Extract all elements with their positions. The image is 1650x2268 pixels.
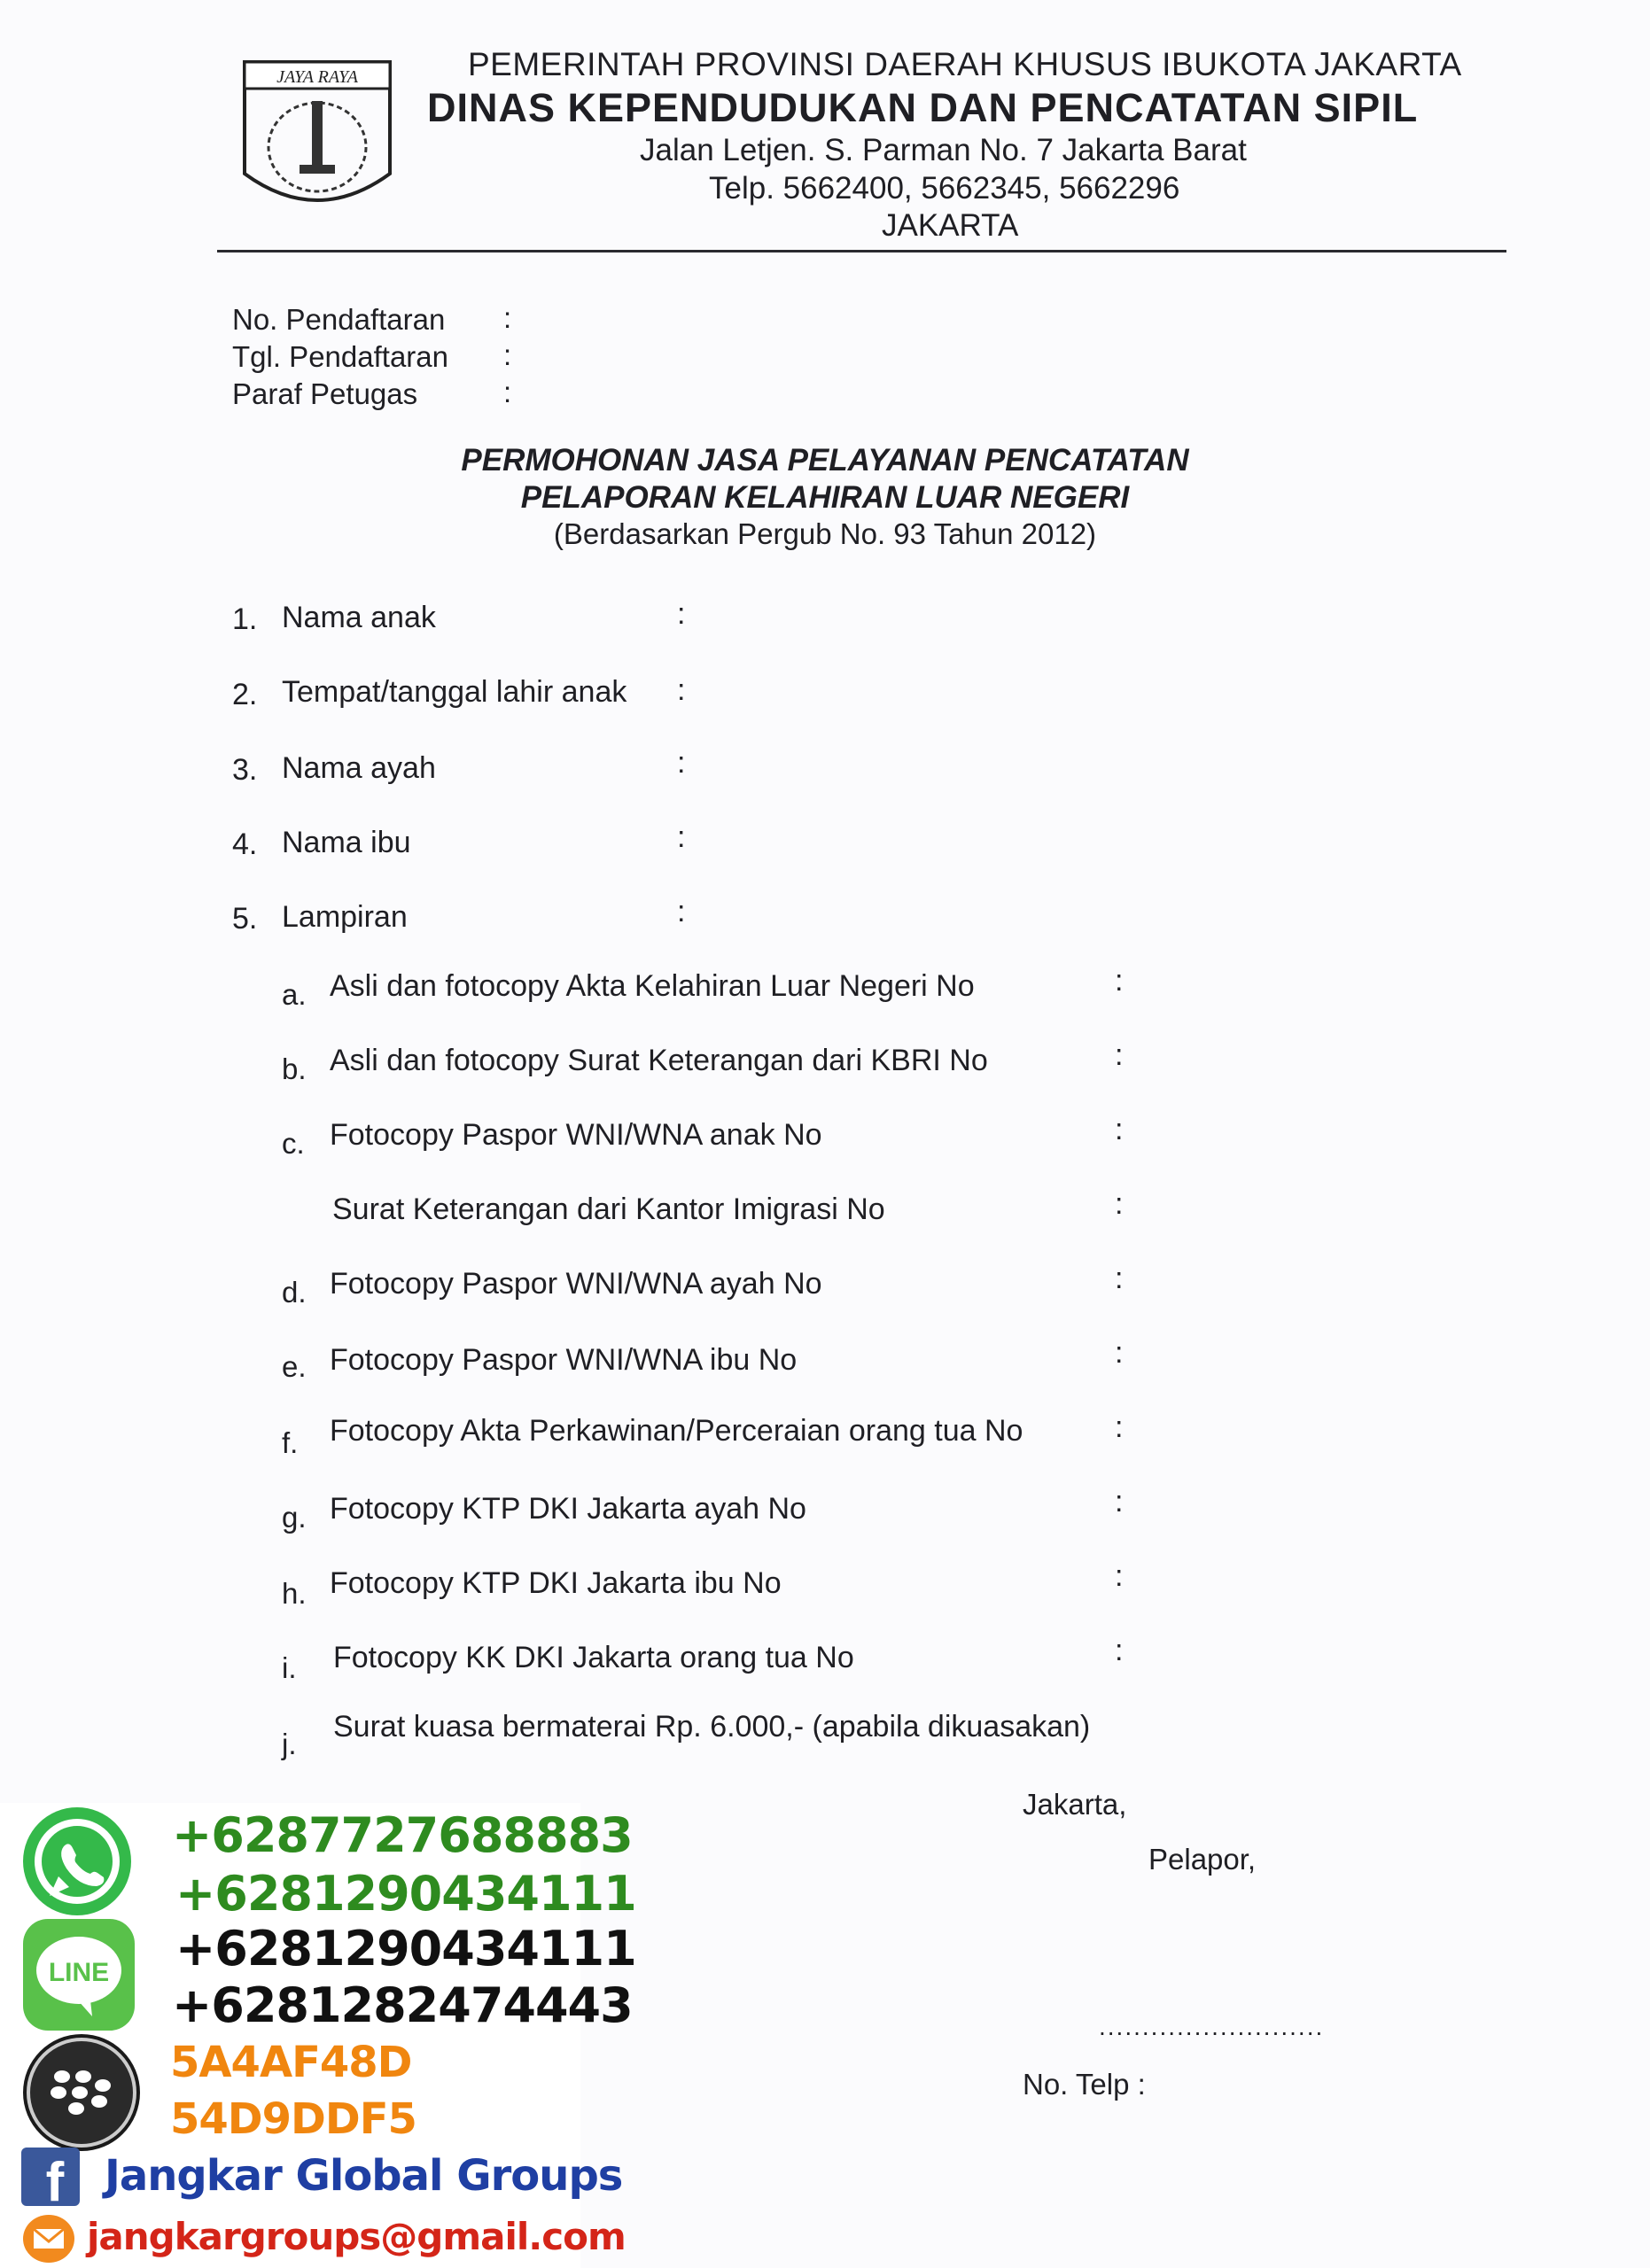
item-child-name-label: Nama anak (282, 601, 436, 634)
item-number: 5. (232, 902, 258, 936)
attachment-letter: i. (282, 1651, 297, 1684)
attachment-family-card-label: Fotocopy KK DKI Jakarta orang tua No (333, 1641, 854, 1674)
attachment-letter: a. (282, 978, 307, 1011)
attachment-power-of-attorney-label: Surat kuasa bermaterai Rp. 6.000,- (apabila dikuasakan) (333, 1710, 1091, 1744)
officer-initial-colon: : (503, 376, 512, 408)
attachment-mother-ktp-label: Fotocopy KTP DKI Jakarta ibu No (330, 1566, 782, 1600)
line-number-1[interactable]: +6281290434111 (175, 1921, 636, 1977)
item-number: 1. (232, 602, 258, 636)
attachment-colon: : (1115, 1113, 1124, 1146)
item-colon: : (677, 820, 686, 854)
attachment-letter: h. (282, 1577, 307, 1610)
header-agency: DINAS KEPENDUDUKAN DAN PENCATATAN SIPIL (427, 85, 1419, 130)
attachment-colon: : (1115, 1485, 1124, 1518)
item-attachments-label: Lampiran (282, 900, 408, 934)
form-title-line1: PERMOHONAN JASA PELAYANAN PENCATATAN (461, 443, 1189, 478)
signature-line: .......................... (1099, 2013, 1325, 2040)
line-app-icon (23, 1919, 135, 2031)
whatsapp-number-2[interactable]: +6281290434111 (175, 1866, 636, 1922)
bbm-pin-2[interactable]: 54D9DDF5 (170, 2094, 416, 2144)
svg-text:f: f (45, 2152, 65, 2206)
attachment-kbri-letter-label: Asli dan fotocopy Surat Keterangan dari KBRI No (330, 1044, 988, 1077)
item-father-name-label: Nama ayah (282, 751, 436, 785)
signature-place: Jakarta, (1023, 1788, 1127, 1821)
attachment-colon: : (1115, 1559, 1124, 1593)
item-colon: : (677, 895, 686, 928)
header-city: JAKARTA (882, 208, 1019, 243)
attachment-birth-certificate-label: Asli dan fotocopy Akta Kelahiran Luar Negeri No (330, 969, 975, 1003)
item-colon: : (677, 746, 686, 780)
attachment-colon: : (1115, 964, 1124, 998)
item-colon: : (677, 597, 686, 631)
attachment-letter: c. (282, 1127, 305, 1160)
attachment-mother-passport-label: Fotocopy Paspor WNI/WNA ibu No (330, 1343, 798, 1377)
item-number: 3. (232, 753, 258, 787)
attachment-immigration-letter-label: Surat Keterangan dari Kantor Imigrasi No (332, 1192, 885, 1226)
form-subtitle: (Berdasarkan Pergub No. 93 Tahun 2012) (553, 517, 1097, 550)
attachment-letter: e. (282, 1350, 307, 1383)
item-birth-place-date-label: Tempat/tanggal lahir anak (282, 675, 627, 709)
blackberry-icon (23, 2034, 140, 2151)
attachment-colon: : (1115, 1262, 1124, 1295)
officer-initial-label: Paraf Petugas (232, 377, 418, 410)
registration-number-colon: : (503, 301, 512, 334)
header-divider (217, 250, 1506, 252)
attachment-letter: j. (282, 1728, 297, 1760)
registration-number-label: No. Pendaftaran (232, 303, 446, 336)
attachment-letter: b. (282, 1052, 307, 1085)
attachment-colon: : (1115, 1410, 1124, 1444)
form-title-line2: PELAPORAN KELAHIRAN LUAR NEGERI (520, 480, 1130, 515)
attachment-colon: : (1115, 1187, 1124, 1221)
reporter-phone-label: No. Telp : (1023, 2068, 1146, 2101)
registration-date-label: Tgl. Pendaftaran (232, 340, 448, 373)
jakarta-emblem-logo (237, 58, 397, 218)
signature-reporter: Pelapor, (1148, 1843, 1257, 1876)
email-icon (23, 2215, 74, 2263)
svg-text:LINE: LINE (48, 1958, 110, 1987)
item-mother-name-label: Nama ibu (282, 826, 411, 859)
item-colon: : (677, 673, 686, 707)
facebook-page-link[interactable]: Jangkar Global Groups (105, 2151, 623, 2201)
item-number: 2. (232, 678, 258, 711)
whatsapp-number-1[interactable]: +6287727688883 (172, 1807, 633, 1863)
attachment-colon: : (1115, 1336, 1124, 1370)
attachment-letter: g. (282, 1501, 307, 1534)
item-number: 4. (232, 827, 258, 861)
facebook-icon (21, 2148, 80, 2206)
header-phone: Telp. 5662400, 5662345, 5662296 (709, 171, 1180, 206)
attachment-child-passport-label: Fotocopy Paspor WNI/WNA anak No (330, 1118, 822, 1152)
bbm-pin-1[interactable]: 5A4AF48D (170, 2038, 412, 2087)
attachment-letter: f. (282, 1426, 299, 1459)
email-link[interactable]: jangkargroups@gmail.com (87, 2215, 626, 2258)
attachment-father-ktp-label: Fotocopy KTP DKI Jakarta ayah No (330, 1492, 806, 1526)
attachment-colon: : (1115, 1038, 1124, 1072)
attachment-letter: d. (282, 1276, 307, 1309)
registration-date-colon: : (503, 338, 512, 371)
whatsapp-icon (23, 1807, 131, 1915)
attachment-colon: : (1115, 1634, 1124, 1667)
line-number-2[interactable]: +6281282474443 (172, 1977, 633, 2033)
attachment-marriage-certificate-label: Fotocopy Akta Perkawinan/Perceraian orang tua No (330, 1414, 1023, 1448)
attachment-father-passport-label: Fotocopy Paspor WNI/WNA ayah No (330, 1267, 822, 1301)
header-government: PEMERINTAH PROVINSI DAERAH KHUSUS IBUKOTA JAKARTA (468, 46, 1462, 82)
header-address: Jalan Letjen. S. Parman No. 7 Jakarta Barat (640, 133, 1247, 167)
svg-text:JAYA RAYA: JAYA RAYA (276, 67, 358, 87)
